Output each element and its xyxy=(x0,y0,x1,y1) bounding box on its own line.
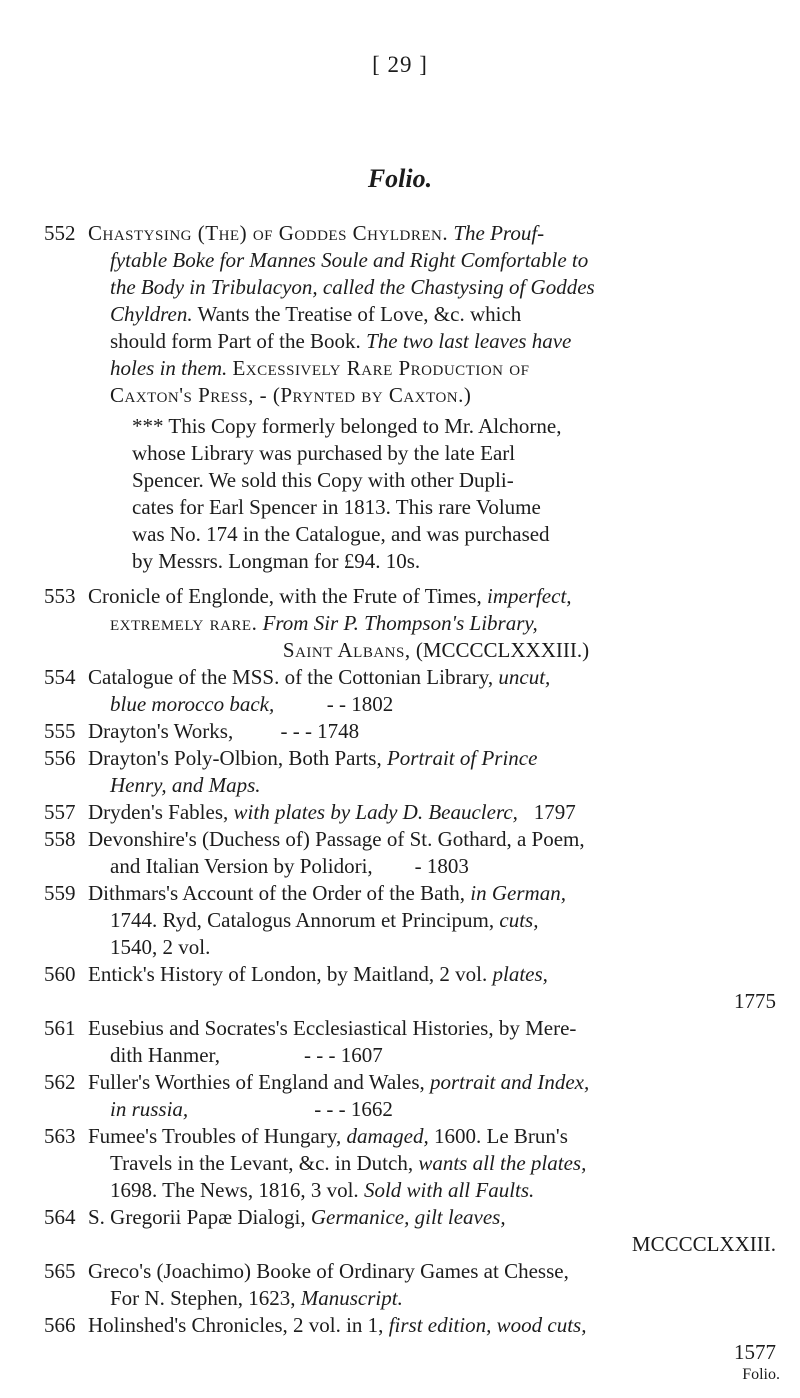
entry-number: 560 xyxy=(44,962,76,986)
entry-date: - - 1802 xyxy=(326,692,394,716)
entry-text: the Body in Tribulacyon, called the Chastysing of Goddes xyxy=(110,275,595,299)
entry-text: portrait and Index, xyxy=(430,1070,590,1094)
provenance-note: whose Library was purchased by the late Earl xyxy=(132,441,516,465)
entry-text: cuts, xyxy=(499,908,539,932)
entry-number: 555 xyxy=(44,719,76,743)
entry-text: 1600. Le Brun's xyxy=(434,1124,568,1148)
entry-text: - (Prynted by Caxton.) xyxy=(259,383,472,407)
entry-number: 563 xyxy=(44,1124,76,1148)
entry-title: S. Gregorii Papæ Dialogi, xyxy=(88,1205,306,1229)
provenance-note: was No. 174 in the Catalogue, and was purchased xyxy=(132,522,550,546)
entry-date: - - - 1607 xyxy=(303,1043,383,1067)
entry-date: 1775 xyxy=(734,989,776,1013)
entry-title: Holinshed's Chronicles, 2 vol. in 1, xyxy=(88,1313,384,1337)
entry-number: 564 xyxy=(44,1205,76,1229)
entry-number: 559 xyxy=(44,881,76,905)
entry-560 xyxy=(44,961,784,1015)
entry-title: Drayton's Poly-Olbion, Both Parts, xyxy=(88,746,382,770)
provenance-note: cates for Earl Spencer in 1813. This rare Volume xyxy=(132,495,541,519)
entry-text: first edition, wood cuts, xyxy=(388,1313,587,1337)
entry-text: dith Hanmer, xyxy=(110,1043,220,1067)
entry-text: Germanice, gilt leaves, xyxy=(310,1205,506,1229)
entry-565 xyxy=(44,1258,784,1312)
entry-number: 558 xyxy=(44,827,76,851)
catalogue-entries xyxy=(44,220,784,1384)
entry-text: Wants the Treatise of Love, &c. which xyxy=(197,302,522,326)
entry-text: uncut, xyxy=(498,665,551,689)
entry-title: Drayton's Works, xyxy=(88,719,234,743)
entry-text: blue morocco back, xyxy=(110,692,275,716)
entry-557 xyxy=(44,799,784,826)
entry-text: 1540, 2 vol. xyxy=(110,935,211,959)
entry-559 xyxy=(44,880,784,961)
entry-date: MCCCCLXXIII. xyxy=(631,1232,776,1256)
entry-text: The Prouf- xyxy=(453,221,545,245)
entry-text: extremely rare. xyxy=(110,611,258,635)
entry-date: - - - 1748 xyxy=(280,719,360,743)
entry-title: Devonshire's (Duchess of) Passage of St. Gothard, a Poem, xyxy=(88,827,585,851)
entry-text: From Sir P. Thompson's Library, xyxy=(262,611,538,635)
entry-558 xyxy=(44,826,784,880)
entry-text: The two last leaves have xyxy=(366,329,572,353)
entry-text: and Italian Version by Polidori, xyxy=(110,854,373,878)
entry-553 xyxy=(44,583,784,664)
entry-title: Fuller's Worthies of England and Wales, xyxy=(88,1070,425,1094)
entry-554 xyxy=(44,664,784,718)
entry-564 xyxy=(44,1204,784,1258)
entry-text: in russia, xyxy=(110,1097,189,1121)
entry-title: Cronicle of Englonde, with the Frute of Times, xyxy=(88,584,482,608)
entry-title: Chastysing (The) of Goddes Chyldren. xyxy=(88,221,449,245)
entry-date: 1577 xyxy=(734,1340,776,1364)
entry-title: Eusebius and Socrates's Ecclesiastical Histories, by Mere- xyxy=(88,1016,577,1040)
entry-text: wants all the plates, xyxy=(418,1151,587,1175)
entry-date: - 1803 xyxy=(414,854,469,878)
entry-text: Sold with all Faults. xyxy=(363,1178,535,1202)
entry-text: imperfect, xyxy=(486,584,572,608)
page-number: [ 29 ] xyxy=(372,52,428,77)
entry-number: 557 xyxy=(44,800,76,824)
entry-title: Catalogue of the MSS. of the Cottonian Library, xyxy=(88,665,494,689)
provenance-note: Spencer. We sold this Copy with other Dupli- xyxy=(132,468,514,492)
entry-556 xyxy=(44,745,784,799)
entry-text: Travels in the Levant, &c. in Dutch, xyxy=(110,1151,414,1175)
entry-562 xyxy=(44,1069,784,1123)
entry-title: Dryden's Fables, xyxy=(88,800,229,824)
entry-number: 566 xyxy=(44,1313,76,1337)
entry-number: 554 xyxy=(44,665,76,689)
entry-563 xyxy=(44,1123,784,1204)
entry-date: 1797 xyxy=(533,800,576,824)
entry-text: holes in them. xyxy=(110,356,228,380)
entry-566 xyxy=(44,1312,784,1366)
entry-title: Entick's History of London, by Maitland, 2 vol. xyxy=(88,962,488,986)
provenance-note: *** This Copy formerly belonged to Mr. Alchorne, xyxy=(132,414,562,438)
entry-text: Henry, and Maps. xyxy=(110,773,261,797)
entry-number: 562 xyxy=(44,1070,76,1094)
entry-text: 1744. Ryd, Catalogus Annorum et Principum, xyxy=(110,908,495,932)
entry-number: 556 xyxy=(44,746,76,770)
entry-text: Chyldren. xyxy=(110,302,193,326)
entry-text: Portrait of Prince xyxy=(386,746,538,770)
catchword: Folio. xyxy=(742,1366,780,1383)
entry-number: 565 xyxy=(44,1259,76,1283)
entry-text: Caxton's Press, xyxy=(110,383,254,407)
entry-text: in German, xyxy=(470,881,566,905)
entry-text: For N. Stephen, 1623, xyxy=(110,1286,296,1310)
entry-552 xyxy=(44,220,784,575)
section-title: Folio. xyxy=(367,164,433,193)
entry-title: Greco's (Joachimo) Booke of Ordinary Games at Chesse, xyxy=(88,1259,569,1283)
provenance-note: by Messrs. Longman for £94. 10s. xyxy=(132,549,421,573)
entry-title: Fumee's Troubles of Hungary, xyxy=(88,1124,342,1148)
entry-text: Saint Albans, xyxy=(282,638,411,662)
entry-text: fytable Boke for Mannes Soule and Right Comfortable to xyxy=(110,248,589,272)
entry-number: 553 xyxy=(44,584,76,608)
entry-text: 1698. The News, 1816, 3 vol. xyxy=(110,1178,359,1202)
entry-text: (MCCCCLXXXIII.) xyxy=(415,638,590,662)
entry-number: 561 xyxy=(44,1016,76,1040)
entry-date: - - - 1662 xyxy=(314,1097,393,1121)
entry-561 xyxy=(44,1015,784,1069)
entry-text: should form Part of the Book. xyxy=(110,329,361,353)
entry-text: plates, xyxy=(492,962,548,986)
entry-text: Excessively Rare Production of xyxy=(232,356,530,380)
entry-text: damaged, xyxy=(346,1124,429,1148)
entry-text: with plates by Lady D. Beauclerc, xyxy=(233,800,518,824)
entry-title: Dithmars's Account of the Order of the Bath, xyxy=(88,881,466,905)
entry-number: 552 xyxy=(44,221,76,245)
entry-555 xyxy=(44,718,784,745)
entry-text: Manuscript. xyxy=(300,1286,403,1310)
